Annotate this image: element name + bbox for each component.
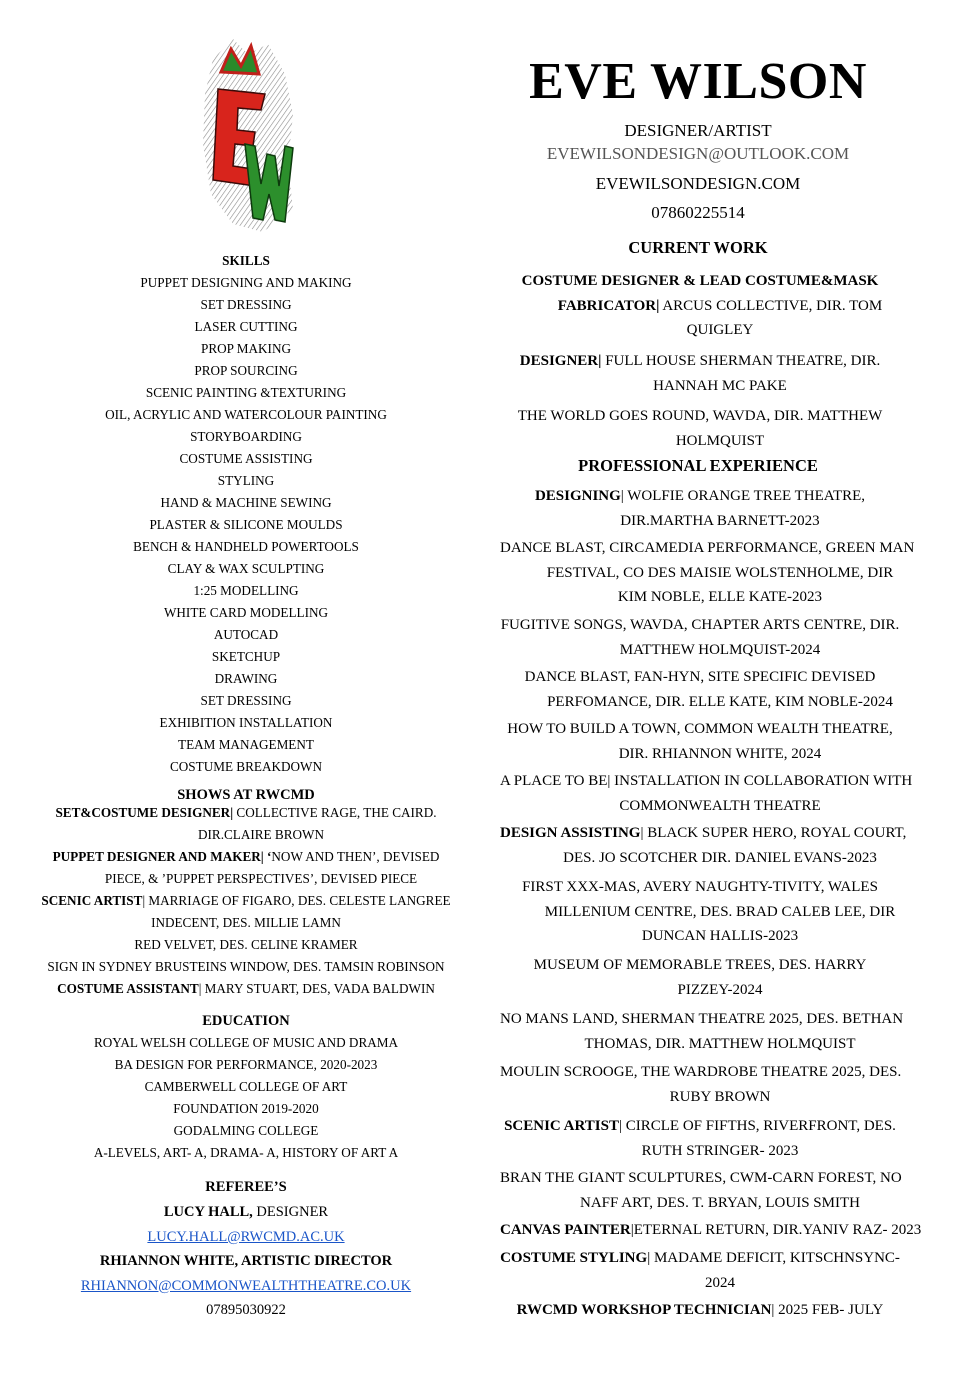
experience-entry: SCENIC ARTIST| CIRCLE OF FIFTHS, RIVERFRONT, DES. RUTH STRINGER- 2023 [504, 1118, 896, 1159]
shows-list: SET&COSTUME DESIGNER| COLLECTIVE RAGE, THE CAIRD. DIR.CLAIRE BROWN PUPPET DESIGNER AND MAKER| ‘NOW AND THEN’, DEVISED PIECE, & ’PUPPET PERSPECTIVES’, DEVISED PIECE SCENIC ARTIST| MARRIAGE OF FIGARO, DES. CELESTE LANGREE INDECENT, DES. MILLIE LAMN RED VELVET, DES. CELINE KRAMER SIGN IN SYDNEY BRUSTEINS WINDOW, DES. TAMSIN ROBINSON COSTUME ASSISTANT| MARY STUART, DES, VADA BALDWIN [41, 805, 451, 996]
experience-entry: DESIGN ASSISTING| BLACK SUPER HERO, ROYAL COURT, DES. JO SCOTCHER DIR. DANIEL EVANS-2023 [500, 825, 907, 866]
experience-entry: DESIGNING| WOLFIE ORANGE TREE THEATRE, DIR.MARTHA BARNETT-2023 [534, 488, 866, 529]
referee-email-link[interactable]: LUCY.HALL@RWCMD.AC.UK [147, 1228, 345, 1245]
education-item: ROYAL WELSH COLLEGE OF MUSIC AND DRAMA [93, 1035, 399, 1050]
person-name: EVE WILSON [529, 53, 867, 110]
skill-item: COSTUME BREAKDOWN [169, 759, 323, 774]
experience-entry: FIRST XXX-MAS, AVERY NAUGHTY-TIVITY, WALES MILLENIUM CENTRE, DES. BRAD CALEB LEE, DIR DUNCAN HALLIS-2023 [522, 879, 896, 944]
skill-item: STYLING [217, 473, 275, 488]
experience-entry: HOW TO BUILD A TOWN, COMMON WEALTH THEATRE, DIR. RHIANNON WHITE, 2024 [507, 721, 893, 762]
experience-entry: CANVAS PAINTER|ETERNAL RETURN, DIR.YANIV RAZ- 2023 [500, 1222, 922, 1238]
skill-item: LASER CUTTING [194, 319, 298, 334]
referee-name: LUCY HALL, [163, 1204, 253, 1220]
shows-heading: SHOWS AT RWCMD [177, 787, 315, 803]
experience-heading: PROFESSIONAL EXPERIENCE [578, 456, 818, 475]
skill-item: WHITE CARD MODELLING [163, 605, 329, 620]
experience-entry: DANCE BLAST, FAN-HYN, SITE SPECIFIC DEVISED PERFOMANCE, DIR. ELLE KATE, KIM NOBLE-2024 [524, 669, 893, 710]
education-item: A-LEVELS, ART- A, DRAMA- A, HISTORY OF ART A [93, 1145, 399, 1160]
skills-heading: SKILLS [222, 253, 270, 268]
current-work-heading: CURRENT WORK [628, 238, 768, 257]
skill-item: PROP MAKING [200, 341, 291, 356]
education-item: GODALMING COLLEGE [173, 1123, 319, 1138]
experience-entry: A PLACE TO BE| INSTALLATION IN COLLABORATION WITH COMMONWEALTH THEATRE [500, 773, 913, 814]
role-label: SET&COSTUME DESIGNER| [55, 805, 234, 820]
skill-item: EXHIBITION INSTALLATION [159, 715, 333, 730]
skill-item: HAND & MACHINE SEWING [160, 495, 332, 510]
email-link[interactable]: EVEWILSONDESIGN@OUTLOOK.COM [546, 144, 850, 163]
education-item: BA DESIGN FOR PERFORMANCE, 2020-2023 [114, 1057, 378, 1072]
skill-item: PROP SOURCING [194, 363, 298, 378]
skill-item: STORYBOARDING [190, 429, 302, 444]
role-title: DESIGNER/ARTIST [624, 121, 772, 140]
referees-heading: REFEREE’S [205, 1179, 287, 1195]
skill-item: PLASTER & SILICONE MOULDS [149, 517, 343, 532]
experience-entry: MUSEUM OF MEMORABLE TREES, DES. HARRY PIZZEY-2024 [533, 957, 867, 998]
skill-item: DRAWING [214, 671, 278, 686]
education-list [40, 1032, 452, 1164]
skill-item: CLAY & WAX SCULPTING [167, 561, 325, 576]
skill-item: OIL, ACRYLIC AND WATERCOLOUR PAINTING [105, 407, 387, 422]
role-label: COSTUME ASSISTANT [57, 981, 199, 996]
phone-number: 07860225514 [651, 203, 745, 222]
skill-item: COSTUME ASSISTING [179, 451, 313, 466]
referee-name: RHIANNON WHITE, ARTISTIC DIRECTOR [99, 1253, 393, 1269]
role-label: SCENIC ARTIST [41, 893, 143, 908]
referee-phone: 07895030922 [206, 1302, 286, 1318]
education-item: FOUNDATION 2019-2020 [173, 1101, 319, 1116]
referees-list: LUCY HALL, DESIGNER LUCY.HALL@RWCMD.AC.UK RHIANNON WHITE, ARTISTIC DIRECTOR RHIANNON@COMMONWEALTHTHEATRE.CO.UK 07895030922 [40, 1200, 452, 1323]
skills-list [40, 272, 452, 778]
experience-entry: DANCE BLAST, CIRCAMEDIA PERFORMANCE, GREEN MAN FESTIVAL, CO DES MAISIE WOLSTENHOLME, DIR KIM NOBLE, ELLE KATE-2023 [500, 540, 915, 605]
ew-monogram-logo [193, 34, 303, 234]
website-link[interactable]: EVEWILSONDESIGN.COM [595, 174, 801, 193]
role-label: PUPPET DESIGNER AND MAKER| ‘ [52, 849, 272, 864]
education-heading: EDUCATION [202, 1013, 290, 1029]
experience-entry: NO MANS LAND, SHERMAN THEATRE 2025, DES. BETHAN THOMAS, DIR. MATTHEW HOLMQUIST [500, 1011, 904, 1052]
experience-entry: BRAN THE GIANT SCULPTURES, CWM-CARN FOREST, NO NAFF ART, DES. T. BRYAN, LOUIS SMITH [500, 1170, 902, 1211]
experience-entry: RWCMD WORKSHOP TECHNICIAN| 2025 FEB- JULY [516, 1302, 884, 1318]
referee-email-link[interactable]: RHIANNON@COMMONWEALTHTHEATRE.CO.UK [80, 1277, 412, 1294]
skill-item: BENCH & HANDHELD POWERTOOLS [133, 539, 359, 554]
skill-item: SKETCHUP [211, 649, 281, 664]
experience-entry: COSTUME STYLING| MADAME DEFICIT, KITSCHNSYNC- 2024 [500, 1250, 900, 1291]
skill-item: AUTOCAD [213, 627, 279, 642]
work-entry: COSTUME DESIGNER & LEAD COSTUME&MASK FABRICATOR| ARCUS COLLECTIVE, DIR. TOM QUIGLEY [521, 273, 883, 338]
skill-item: SCENIC PAINTING &TEXTURING [145, 385, 347, 400]
skill-item: TEAM MANAGEMENT [178, 737, 314, 752]
experience-entry: MOULIN SCROOGE, THE WARDROBE THEATRE 2025, DES. RUBY BROWN [500, 1064, 902, 1105]
education-item: CAMBERWELL COLLEGE OF ART [144, 1079, 348, 1094]
skill-item: 1:25 MODELLING [193, 583, 299, 598]
work-entry: DESIGNER| FULL HOUSE SHERMAN THEATRE, DIR. HANNAH MC PAKE [519, 353, 881, 394]
skill-item: SET DRESSING [200, 297, 292, 312]
skill-item: PUPPET DESIGNING AND MAKING [140, 275, 352, 290]
experience-entry: FUGITIVE SONGS, WAVDA, CHAPTER ARTS CENTRE, DIR. MATTHEW HOLMQUIST-2024 [500, 617, 900, 658]
work-entry: THE WORLD GOES ROUND, WAVDA, DIR. MATTHEW HOLMQUIST [517, 408, 883, 449]
skill-item: SET DRESSING [200, 693, 292, 708]
